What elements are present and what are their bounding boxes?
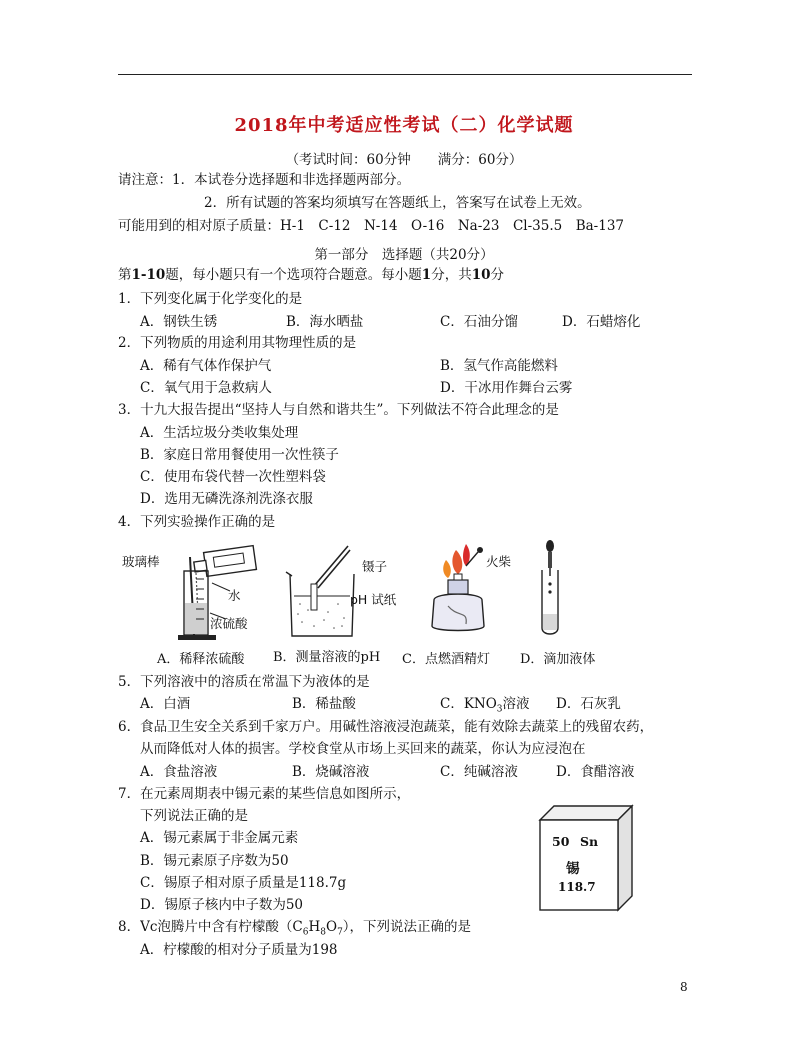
q4-option-d: D．滴加液体 [520,652,596,667]
q3-option-d: D．选用无磷洗涤剂洗涤衣服 [140,491,313,507]
q2-option-a: A．稀有气体作保护气 [140,358,272,374]
q2-option-c: C．氧气用于急救病人 [140,380,272,396]
q3-option-b: B．家庭日常用餐使用一次性筷子 [140,447,339,463]
element-mass: 118.7 [558,880,596,894]
label-glass-rod: 玻璃棒 [122,554,160,569]
q1-option-d: D．石蜡熔化 [562,314,641,330]
exam-title: 2018年中考适应性考试（二）化学试题 [234,115,574,136]
label-ph-paper: pH 试纸 [350,592,397,607]
q3-option-a: A．生活垃圾分类收集处理 [140,425,299,441]
q3-option-c: C．使用布袋代替一次性塑料袋 [140,469,326,485]
q5-option-b: B．稀盐酸 [292,696,356,712]
section-heading: 第一部分 选择题（共20分） [314,247,494,263]
element-name: 锡 [566,861,580,877]
element-tile-box [540,806,632,910]
section-instruction: 第1-10题，每小题只有一个选项符合题意。每小题1分，共10分 [118,267,504,283]
q6-option-c: C．纯碱溶液 [440,764,518,780]
q6-option-d: D．食醋溶液 [556,764,635,780]
q7-option-d: D．锡原子核内中子数为50 [140,897,304,913]
q5-option-d: D．石灰乳 [556,696,621,712]
page-number: 8 [680,980,688,994]
question-5-stem: 5．下列溶液中的溶质在常温下为液体的是 [118,674,370,690]
exam-info: （考试时间：60分钟 满分：60分） [285,152,523,168]
q2-option-d: D．干冰用作舞台云雾 [440,380,573,396]
q6-option-b: B．烧碱溶液 [292,764,370,780]
question-6-stem-2: 从而降低对人体的损害。学校食堂从市场上买回来的蔬菜，你认为应浸泡在 [140,741,586,757]
question-2-stem: 2．下列物质的用途利用其物理性质的是 [118,335,357,351]
q5-option-c: C．$KNO_3$溶液 [440,696,530,715]
q2-option-b: B．氢气作高能燃料 [440,358,558,374]
notes-label: 请注意：1．本试卷分选择题和非选择题两部分。 [118,172,411,188]
question-3-stem: 3．十九大报告提出“坚持人与自然和谐共生”。下列做法不符合此理念的是 [118,402,559,418]
notes-line2: 2．所有试题的答案均须填写在答题纸上，答案写在试卷上无效。 [204,195,591,211]
question-6-stem: 6．食品卫生安全关系到千家万户。用碱性溶液浸泡蔬菜，能有效除去蔬菜上的残留农药， [118,719,654,735]
q7-option-b: B．锡元素原子序数为50 [140,853,289,869]
label-match: 火柴 [486,554,512,569]
figure-d-dropper [536,540,566,640]
q7-option-a: A．锡元素属于非金属元素 [140,830,299,846]
q6-option-a: A．食盐溶液 [140,764,218,780]
q1-option-c: C．石油分馏 [440,314,518,330]
label-conc-acid: 浓硫酸 [210,616,248,631]
q5-option-a: A．白酒 [140,696,191,712]
q4-option-c: C．点燃酒精灯 [402,652,490,667]
q1-option-a: A．钢铁生锈 [140,314,218,330]
q8-option-a: A．柠檬酸的相对分子质量为198 [140,942,338,958]
question-7-stem: 7．在元素周期表中锡元素的某些信息如图所示， [118,786,411,802]
question-8-stem: 8．Vc泡腾片中含有柠檬酸$(C_6H_8O_7)$，下列说法正确的是 [118,919,472,938]
question-1-stem: 1．下列变化属于化学变化的是 [118,291,303,307]
q1-option-b: B．海水晒盐 [286,314,364,330]
q4-option-a: A．稀释浓硫酸 [157,652,245,667]
header-rule [118,74,692,75]
label-water: 水 [228,588,241,603]
question-7-stem-2: 下列说法正确的是 [140,808,248,824]
q4-option-b: B．测量溶液的pH [273,650,381,665]
question-4-stem: 4．下列实验操作正确的是 [118,514,276,530]
q7-option-c: C．锡原子相对原子质量是118.7g [140,875,347,891]
element-symbol: Sn [580,834,599,849]
label-tweezers: 镊子 [362,559,388,574]
element-number: 50 [552,834,570,849]
atomic-masses: 可能用到的相对原子质量：H-1 C-12 N-14 O-16 Na-23 Cl-35.5 Ba-137 [118,218,625,234]
